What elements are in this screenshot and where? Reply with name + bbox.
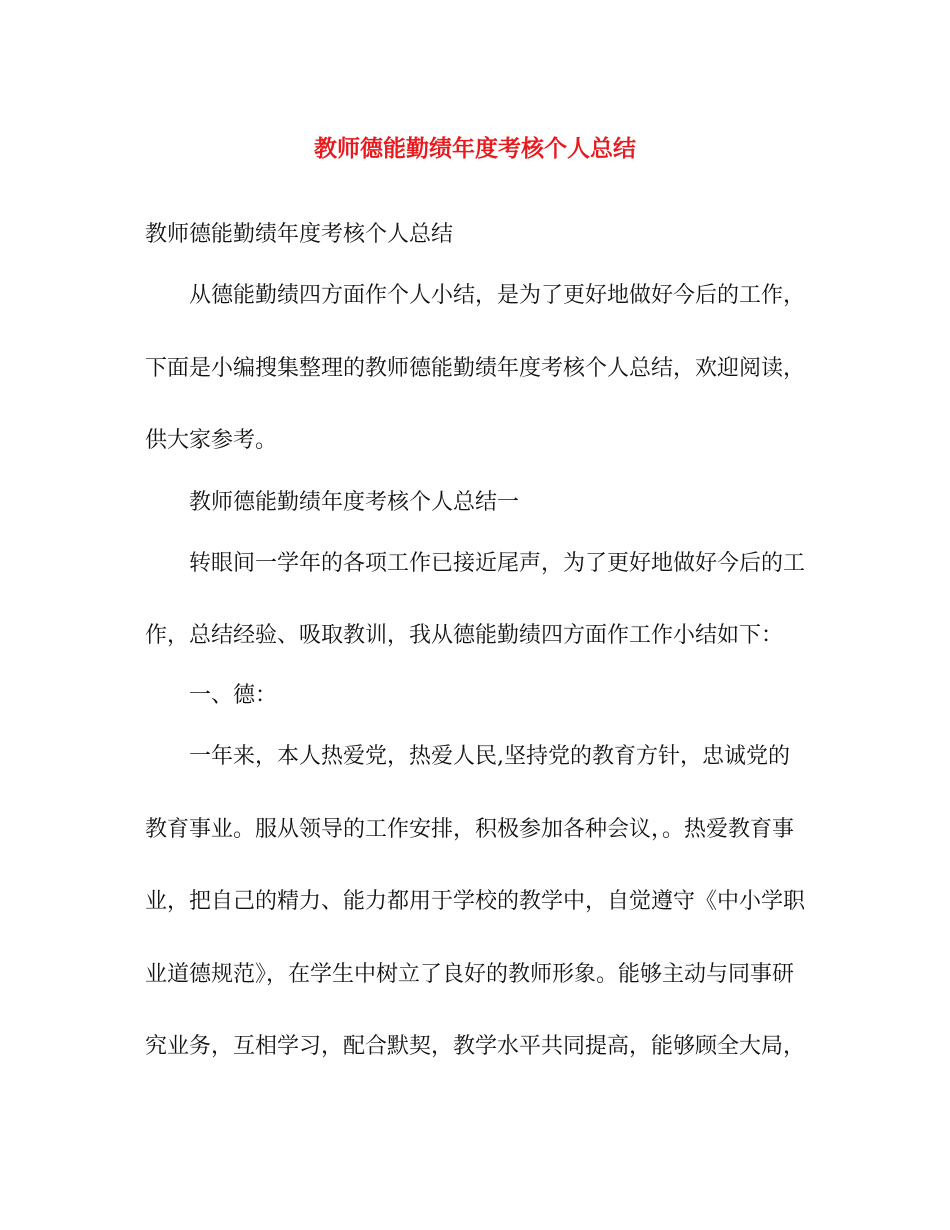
paragraph-line: 下面是小编搜集整理的教师德能勤绩年度考核个人总结，欢迎阅读， (145, 356, 806, 381)
document-title: 教师德能勤绩年度考核个人总结 (314, 135, 636, 162)
paragraph-line: 供大家参考。 (145, 428, 278, 453)
paragraph-line: 究业务，互相学习，配合默契，教学水平共同提高，能够顾全大局， (145, 1034, 806, 1059)
subtitle-line: 教师德能勤绩年度考核个人总结 (145, 222, 454, 247)
section-heading: 教师德能勤绩年度考核个人总结一 (189, 490, 520, 515)
paragraph-line: 转眼间一学年的各项工作已接近尾声，为了更好地做好今后的工 (189, 551, 806, 576)
paragraph-line: 业道德规范》，在学生中树立了良好的教师形象。能够主动与同事研 (145, 962, 795, 987)
paragraph-line: 作，总结经验、吸取教训，我从德能勤绩四方面作工作小结如下： (145, 623, 784, 648)
paragraph-line: 从德能勤绩四方面作个人小结，是为了更好地做好今后的工作， (189, 283, 806, 308)
section-heading: 一、德： (189, 683, 278, 708)
paragraph-line: 一年来，本人热爱党，热爱人民,坚持党的教育方针，忠诚党的 (189, 744, 790, 769)
paragraph-line: 业，把自己的精力、能力都用于学校的教学中，自觉遵守《中小学职 (145, 889, 806, 914)
paragraph-line: 教育事业。服从领导的工作安排，积极参加各种会议，。热爱教育事 (145, 817, 795, 842)
